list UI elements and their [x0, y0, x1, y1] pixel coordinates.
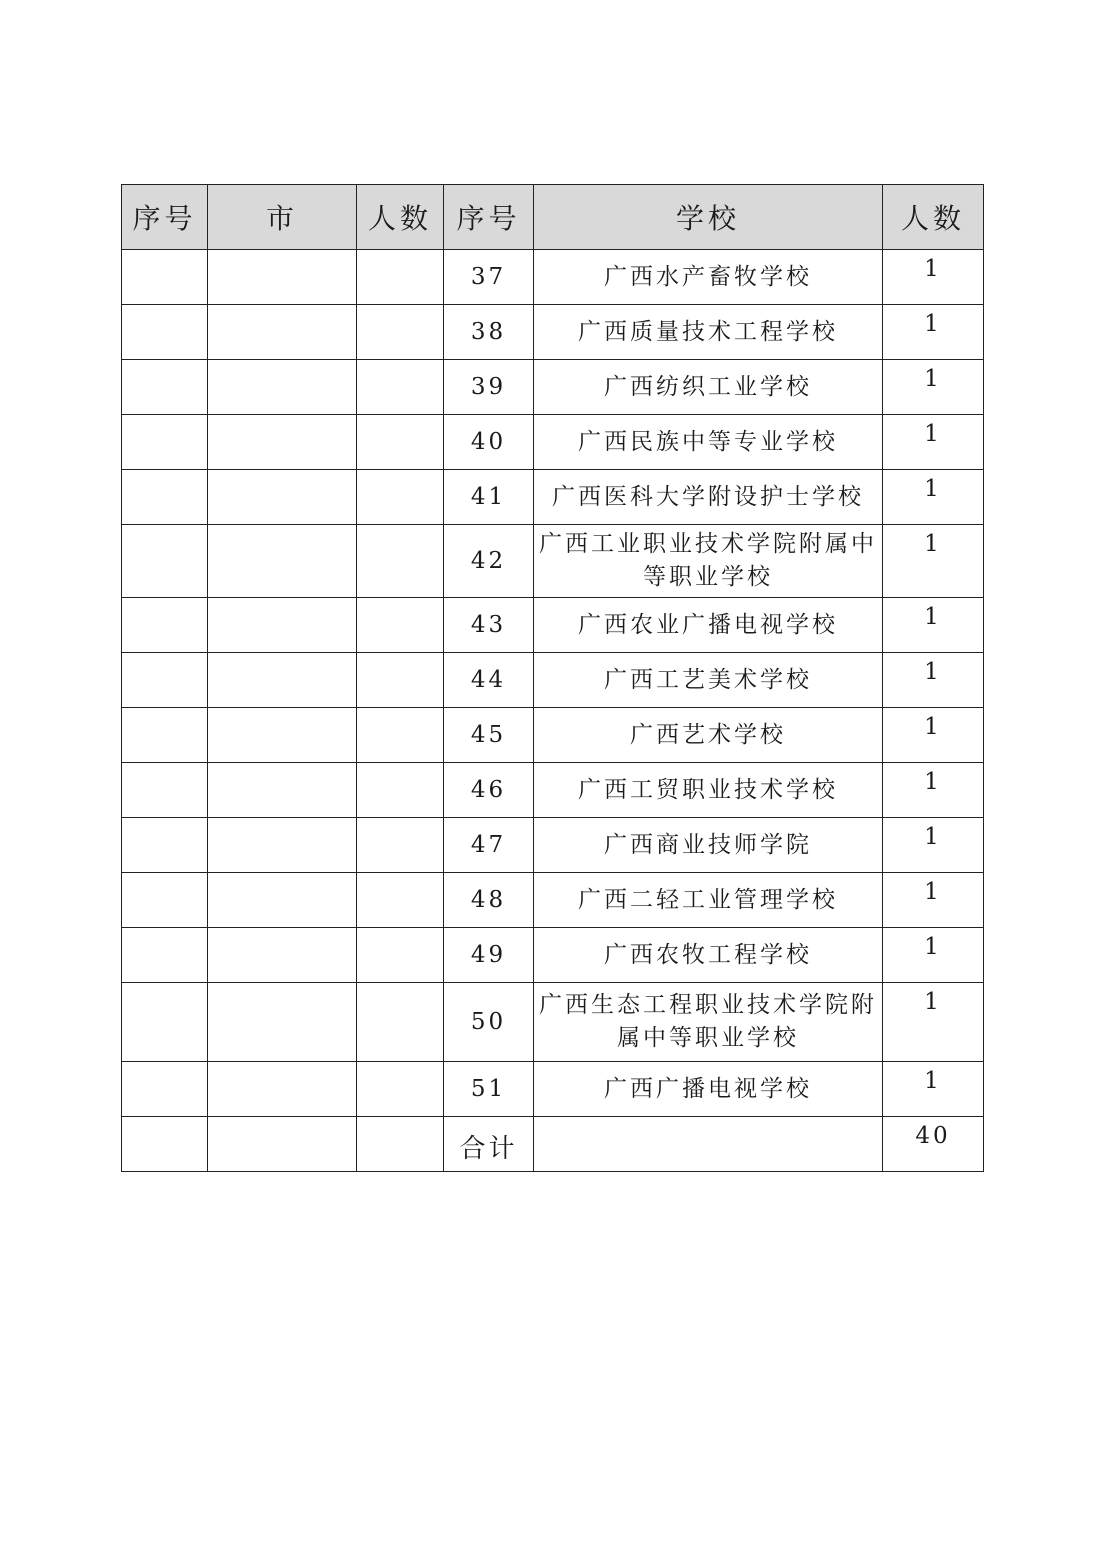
- count-cell: 1: [883, 305, 984, 360]
- empty-seq-cell: [122, 983, 208, 1062]
- table-header-row: [122, 185, 984, 250]
- seq-cell: 37: [444, 250, 534, 305]
- empty-count-cell: [357, 360, 444, 415]
- count-cell: 1: [883, 415, 984, 470]
- empty-count-cell: [357, 818, 444, 873]
- seq-cell: 42: [444, 525, 534, 598]
- empty-seq-cell: [122, 415, 208, 470]
- table-row: [122, 250, 984, 305]
- count-cell: 1: [883, 708, 984, 763]
- header-count-right: 人数: [883, 185, 984, 250]
- empty-city-cell: [208, 250, 357, 305]
- empty-seq-cell: [122, 1062, 208, 1117]
- empty-count-cell: [357, 873, 444, 928]
- header-count-left: 人数: [357, 185, 444, 250]
- empty-count-cell: [357, 1117, 444, 1172]
- school-cell: 广西生态工程职业技术学院附属中等职业学校: [534, 983, 883, 1062]
- empty-city-cell: [208, 873, 357, 928]
- empty-seq-cell: [122, 360, 208, 415]
- school-cell: 广西农牧工程学校: [534, 928, 883, 983]
- school-quota-table: [121, 184, 984, 1172]
- empty-seq-cell: [122, 928, 208, 983]
- school-cell: 广西水产畜牧学校: [534, 250, 883, 305]
- table-row: [122, 470, 984, 525]
- count-cell: 1: [883, 983, 984, 1062]
- seq-cell: 44: [444, 653, 534, 708]
- empty-seq-cell: [122, 1117, 208, 1172]
- table-row: [122, 873, 984, 928]
- empty-city-cell: [208, 653, 357, 708]
- empty-city-cell: [208, 1117, 357, 1172]
- empty-seq-cell: [122, 873, 208, 928]
- table-row: [122, 928, 984, 983]
- empty-city-cell: [208, 708, 357, 763]
- empty-seq-cell: [122, 470, 208, 525]
- seq-cell: 39: [444, 360, 534, 415]
- empty-city-cell: [208, 598, 357, 653]
- seq-cell: 47: [444, 818, 534, 873]
- school-cell: 广西质量技术工程学校: [534, 305, 883, 360]
- school-cell: 广西工业职业技术学院附属中等职业学校: [534, 525, 883, 598]
- header-seq-right: 序号: [444, 185, 534, 250]
- empty-city-cell: [208, 818, 357, 873]
- seq-cell: 45: [444, 708, 534, 763]
- empty-seq-cell: [122, 708, 208, 763]
- count-cell: 1: [883, 250, 984, 305]
- seq-cell: 43: [444, 598, 534, 653]
- count-cell: 1: [883, 598, 984, 653]
- school-cell: 广西二轻工业管理学校: [534, 873, 883, 928]
- empty-city-cell: [208, 470, 357, 525]
- total-label: 合计: [444, 1117, 534, 1172]
- empty-seq-cell: [122, 763, 208, 818]
- total-count: 40: [883, 1117, 984, 1172]
- empty-count-cell: [357, 708, 444, 763]
- count-cell: 1: [883, 873, 984, 928]
- table-row: [122, 305, 984, 360]
- table-row: [122, 983, 984, 1062]
- school-cell: 广西医科大学附设护士学校: [534, 470, 883, 525]
- table-row: [122, 598, 984, 653]
- table-row: [122, 360, 984, 415]
- empty-city-cell: [208, 763, 357, 818]
- table-row: [122, 525, 984, 598]
- empty-city-cell: [208, 525, 357, 598]
- empty-city-cell: [208, 928, 357, 983]
- seq-cell: 40: [444, 415, 534, 470]
- school-cell: 广西纺织工业学校: [534, 360, 883, 415]
- seq-cell: 51: [444, 1062, 534, 1117]
- header-school: 学校: [534, 185, 883, 250]
- empty-seq-cell: [122, 525, 208, 598]
- seq-cell: 46: [444, 763, 534, 818]
- count-cell: 1: [883, 818, 984, 873]
- school-cell: 广西工艺美术学校: [534, 653, 883, 708]
- empty-count-cell: [357, 470, 444, 525]
- empty-seq-cell: [122, 818, 208, 873]
- empty-count-cell: [357, 305, 444, 360]
- empty-school-cell: [534, 1117, 883, 1172]
- table-row: [122, 708, 984, 763]
- empty-count-cell: [357, 250, 444, 305]
- empty-count-cell: [357, 928, 444, 983]
- empty-seq-cell: [122, 250, 208, 305]
- seq-cell: 41: [444, 470, 534, 525]
- empty-city-cell: [208, 1062, 357, 1117]
- table-row: [122, 415, 984, 470]
- empty-count-cell: [357, 983, 444, 1062]
- empty-seq-cell: [122, 305, 208, 360]
- count-cell: 1: [883, 653, 984, 708]
- table-row: [122, 763, 984, 818]
- count-cell: 1: [883, 360, 984, 415]
- empty-city-cell: [208, 360, 357, 415]
- total-row: [122, 1117, 984, 1172]
- seq-cell: 48: [444, 873, 534, 928]
- empty-count-cell: [357, 598, 444, 653]
- header-seq-left: 序号: [122, 185, 208, 250]
- header-city: 市: [208, 185, 357, 250]
- empty-count-cell: [357, 415, 444, 470]
- empty-count-cell: [357, 1062, 444, 1117]
- school-cell: 广西农业广播电视学校: [534, 598, 883, 653]
- table-row: [122, 818, 984, 873]
- seq-cell: 50: [444, 983, 534, 1062]
- count-cell: 1: [883, 470, 984, 525]
- empty-city-cell: [208, 305, 357, 360]
- table-row: [122, 1062, 984, 1117]
- school-cell: 广西艺术学校: [534, 708, 883, 763]
- empty-city-cell: [208, 415, 357, 470]
- empty-seq-cell: [122, 598, 208, 653]
- empty-count-cell: [357, 653, 444, 708]
- empty-seq-cell: [122, 653, 208, 708]
- seq-cell: 49: [444, 928, 534, 983]
- count-cell: 1: [883, 763, 984, 818]
- empty-count-cell: [357, 525, 444, 598]
- count-cell: 1: [883, 1062, 984, 1117]
- school-cell: 广西商业技师学院: [534, 818, 883, 873]
- table-row: [122, 653, 984, 708]
- seq-cell: 38: [444, 305, 534, 360]
- count-cell: 1: [883, 525, 984, 598]
- school-cell: 广西工贸职业技术学校: [534, 763, 883, 818]
- school-cell: 广西广播电视学校: [534, 1062, 883, 1117]
- empty-city-cell: [208, 983, 357, 1062]
- count-cell: 1: [883, 928, 984, 983]
- empty-count-cell: [357, 763, 444, 818]
- school-cell: 广西民族中等专业学校: [534, 415, 883, 470]
